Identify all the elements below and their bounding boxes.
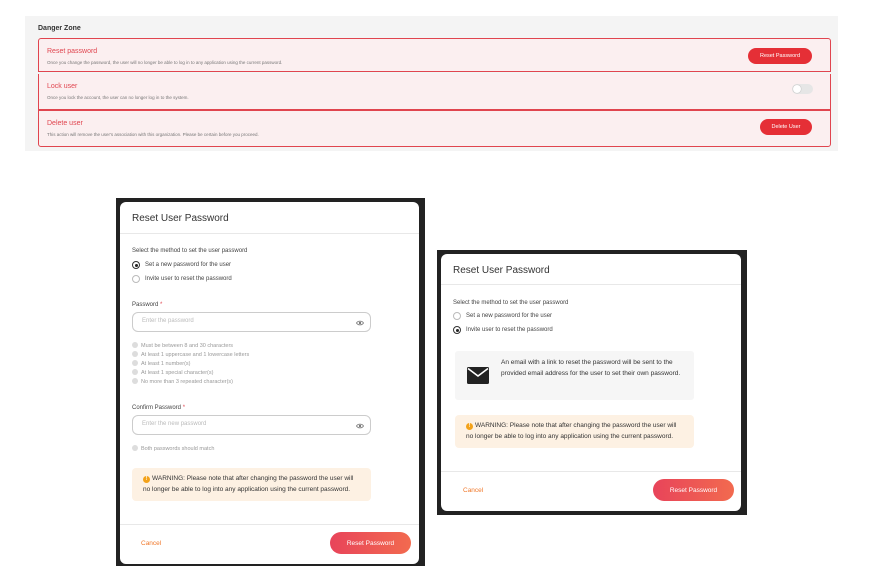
radio-set-new-password[interactable] xyxy=(453,312,461,320)
warning-icon: ! xyxy=(466,423,473,430)
password-placeholder: Enter the password xyxy=(142,318,194,324)
lock-user-toggle[interactable] xyxy=(792,84,813,94)
warning-text: WARNING: Please note that after changing the password the user will no longer be able to log into any application using the current password. xyxy=(466,422,677,440)
invite-info-text: An email with a link to reset the password will be sent to the provided email address for the user to set their own password. xyxy=(501,359,681,377)
lock-user-title: Lock user xyxy=(47,83,78,90)
rule-length xyxy=(132,342,233,349)
required-marker: * xyxy=(182,405,186,411)
rule-length-text: Must be between 8 and 30 characters xyxy=(141,343,234,349)
rule-repeat-text: No more than 3 repeated character(s) xyxy=(141,379,234,385)
delete-user-row xyxy=(38,110,831,147)
eye-icon[interactable] xyxy=(356,422,364,430)
mail-icon xyxy=(467,367,489,384)
set-password-modal xyxy=(120,202,419,564)
rule-match xyxy=(132,445,214,452)
warning-box xyxy=(455,415,694,448)
confirm-password-label xyxy=(132,405,185,411)
method-label: Select the method to set the user password xyxy=(453,300,569,306)
required-marker: * xyxy=(160,302,163,308)
option-invite-user-label[interactable]: Invite user to reset the password xyxy=(466,327,553,333)
cancel-button[interactable]: Cancel xyxy=(463,487,484,494)
danger-zone-title: Danger Zone xyxy=(38,25,81,32)
rule-status-icon xyxy=(132,351,138,357)
toggle-knob xyxy=(793,85,801,93)
invite-info-box xyxy=(455,351,694,400)
reset-password-row xyxy=(38,38,831,72)
confirm-password-placeholder: Enter the new password xyxy=(142,421,207,427)
cancel-button[interactable]: Cancel xyxy=(141,540,162,547)
option-set-new-password-label[interactable]: Set a new password for the user xyxy=(145,262,232,268)
password-label xyxy=(132,302,162,308)
delete-user-title: Delete user xyxy=(47,120,83,127)
reset-password-button[interactable]: Reset Password xyxy=(748,48,812,64)
rule-case xyxy=(132,351,249,358)
rule-number xyxy=(132,360,191,367)
danger-zone xyxy=(25,16,838,151)
rule-match-text: Both passwords should match xyxy=(141,446,215,452)
footer-divider xyxy=(120,524,419,525)
rule-case-text: At least 1 uppercase and 1 lowercase letters xyxy=(141,352,250,358)
rule-repeat xyxy=(132,378,233,385)
reset-password-description: Once you change the password, the user will no longer be able to log in to any application using the current password. xyxy=(47,60,283,65)
divider xyxy=(120,233,419,234)
option-invite-user-label[interactable]: Invite user to reset the password xyxy=(145,276,232,282)
invite-modal-frame xyxy=(437,250,747,515)
rule-status-icon xyxy=(132,369,138,375)
delete-user-description: This action will remove the user's association with this organization. Please be certain before you proceed. xyxy=(47,132,259,137)
rule-special xyxy=(132,369,213,376)
rule-special-text: At least 1 special character(s) xyxy=(141,370,214,376)
rule-status-icon xyxy=(132,445,138,451)
radio-invite-user[interactable] xyxy=(453,326,461,334)
delete-user-button[interactable]: Delete User xyxy=(760,119,812,135)
modal-title: Reset User Password xyxy=(453,265,550,276)
rule-status-icon xyxy=(132,378,138,384)
reset-password-submit-button[interactable]: Reset Password xyxy=(330,532,411,554)
divider xyxy=(441,284,741,285)
lock-user-description: Once you lock the account, the user can no longer log in to the system. xyxy=(47,95,189,100)
reset-password-title: Reset password xyxy=(47,48,98,55)
password-input[interactable] xyxy=(132,312,371,332)
radio-invite-user[interactable] xyxy=(132,275,140,283)
set-password-modal-frame xyxy=(116,198,425,566)
rule-status-icon xyxy=(132,360,138,366)
method-label: Select the method to set the user password xyxy=(132,248,248,254)
warning-icon: ! xyxy=(143,476,150,483)
confirm-label-text: Confirm Password xyxy=(132,405,182,411)
rule-number-text: At least 1 number(s) xyxy=(141,361,191,367)
reset-password-submit-button[interactable]: Reset Password xyxy=(653,479,734,501)
invite-modal xyxy=(441,254,741,511)
modal-title: Reset User Password xyxy=(132,213,229,224)
password-label-text: Password xyxy=(132,302,159,308)
lock-user-row xyxy=(38,74,831,110)
eye-icon[interactable] xyxy=(356,319,364,327)
warning-box xyxy=(132,468,371,501)
footer-divider xyxy=(441,471,741,472)
warning-text: WARNING: Please note that after changing the password the user will no longer be able to log into any application using the current password. xyxy=(143,475,354,493)
rule-status-icon xyxy=(132,342,138,348)
option-set-new-password-label[interactable]: Set a new password for the user xyxy=(466,313,553,319)
radio-set-new-password[interactable] xyxy=(132,261,140,269)
confirm-password-input[interactable] xyxy=(132,415,371,435)
